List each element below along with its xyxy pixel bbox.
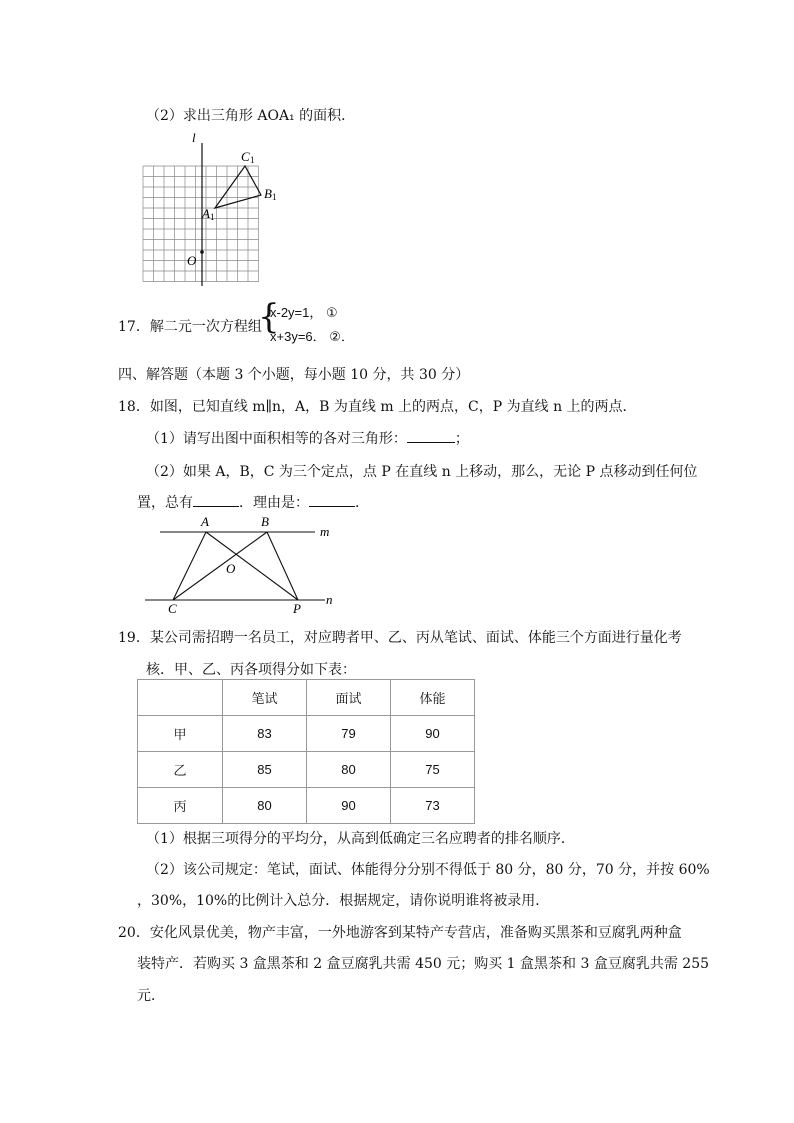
label-n: n — [326, 592, 333, 607]
q18-part2-line2: 置，总有 ．理由是： ． — [137, 495, 369, 511]
table-cell: 73 — [391, 788, 475, 824]
table-header-row — [138, 680, 475, 716]
label-c1-sub: 1 — [250, 155, 255, 165]
label-l: l — [192, 130, 196, 145]
grid-figure — [135, 128, 290, 288]
table-cell: 90 — [307, 788, 391, 824]
table-cell: 80 — [223, 788, 307, 824]
label-c1: C — [241, 149, 250, 164]
table-row — [138, 752, 475, 788]
q18-part1: （1）请写出图中面积相等的各对三角形： ； — [146, 431, 469, 447]
table-cell: 79 — [307, 716, 391, 752]
q19-stem-line2: 核．甲、乙、丙各项得分如下表： — [146, 662, 356, 678]
q17-prefix: 17．解二元一次方程组 — [118, 319, 262, 335]
q20-line2: 装特产．若购买 3 盒黑茶和 2 盒豆腐乳共需 450 元；购买 1 盒黑茶和 3 盒豆腐乳共需 255 — [137, 956, 710, 972]
q18-part2-line1: （2）如果 A，B，C 为三个定点，点 P 在直线 n 上移动，那么，无论 P 点移动到任何位 — [146, 464, 698, 480]
circle-1: ① — [326, 305, 338, 320]
table-cell: 甲 — [138, 716, 223, 752]
label-o: O — [226, 561, 236, 576]
parallel-lines-figure — [140, 512, 340, 617]
q18-stem: 18．如图，已知直线 m∥n，A，B 为直线 m 上的两点，C，P 为直线 n 上的两点． — [118, 399, 637, 415]
label-a1: A — [202, 206, 210, 221]
label-o: O — [187, 253, 197, 268]
point-o — [200, 250, 204, 254]
table-cell — [138, 680, 223, 716]
q17-eq1: x-2y=1， ① — [270, 305, 338, 320]
segment-ac — [173, 532, 206, 600]
q16-part2: （2）求出三角形 AOA₁ 的面积． — [146, 108, 356, 124]
table-cell: 83 — [223, 716, 307, 752]
label-b1-sub: 1 — [272, 192, 277, 202]
label-b: B — [261, 514, 269, 529]
q19-part1: （1）根据三项得分的平均分，从高到低确定三名应聘者的排名顺序． — [146, 831, 575, 847]
table-cell: 75 — [391, 752, 475, 788]
table-header: 笔试 — [223, 680, 307, 716]
table-cell: 丙 — [138, 788, 223, 824]
q19-part2-line2: ，30%，10%的比例计入总分．根据规定，请你说明谁将被录用． — [137, 893, 550, 909]
label-a1-sub: 1 — [210, 212, 215, 222]
table-header: 体能 — [391, 680, 475, 716]
table-cell: 90 — [391, 716, 475, 752]
circle-2: ② — [329, 329, 341, 344]
q20-line1: 20．安化风景优美，物产丰富，一外地游客到某特产专营店，准备购买黑茶和豆腐乳两种盒 — [118, 925, 682, 941]
score-table — [137, 679, 475, 824]
table-cell: 乙 — [138, 752, 223, 788]
q19-stem-line1: 19．某公司需招聘一名员工，对应聘者甲、乙、丙从笔试、面试、体能三个方面进行量化考 — [118, 630, 682, 646]
table-cell: 85 — [223, 752, 307, 788]
q19-part2-line1: （2）该公司规定：笔试，面试、体能得分分别不得低于 80 分，80 分，70 分，并按 60% — [146, 862, 710, 878]
system-brace: { — [258, 297, 280, 337]
table-row — [138, 788, 475, 824]
q17-eq2: x+3y=6． ②． — [270, 329, 354, 344]
q20-line3: 元． — [137, 988, 165, 1004]
grid — [143, 166, 259, 282]
label-p: P — [293, 601, 301, 616]
table-row — [138, 716, 475, 752]
label-c: C — [168, 601, 177, 616]
segment-bp — [267, 532, 298, 600]
table-header: 面试 — [307, 680, 391, 716]
table-cell: 80 — [307, 752, 391, 788]
label-b1: B — [264, 186, 272, 201]
label-m: m — [320, 524, 330, 539]
section4-title: 四、解答题（本题 3 个小题，每小题 10 分，共 30 分） — [118, 367, 470, 383]
label-a: A — [201, 514, 209, 529]
